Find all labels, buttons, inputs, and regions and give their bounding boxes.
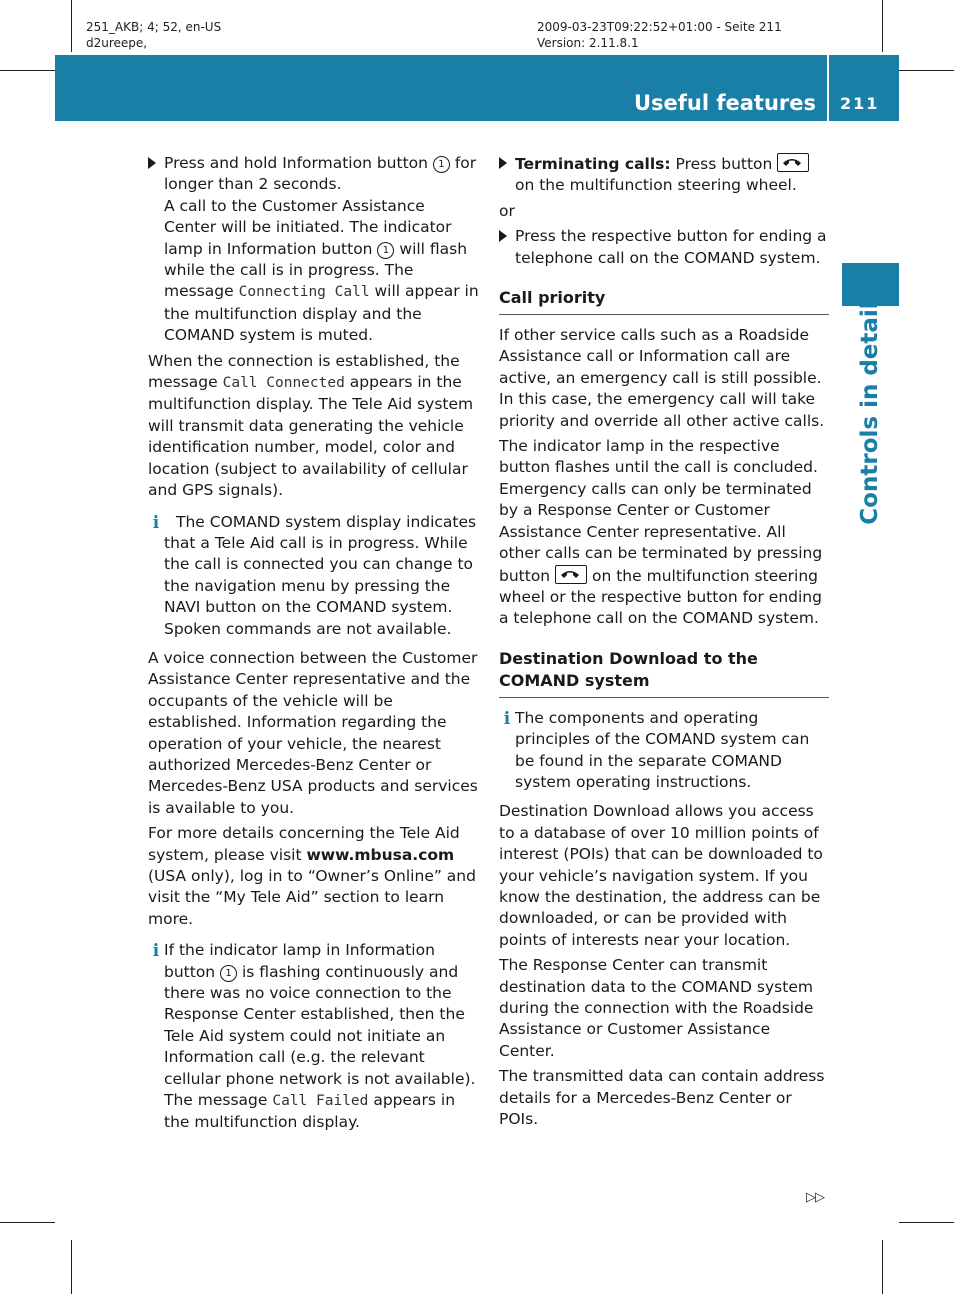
hang-up-button-icon [777,153,809,172]
print-meta-right: 2009-03-23T09:22:52+01:00 - Seite 211 Version: 2.11.8.1 [537,20,782,50]
hang-up-button-icon [555,565,587,584]
display-message: Call Connected [222,375,345,392]
instruction-step: Terminating calls: Press button on the multifunction steering wheel. [499,153,829,197]
paragraph: Destination Download allows you access to a database of over 10 million points of interest (POIs) that can be downloaded to your vehicle’s navigation system. If you know the destination, the address can be downloaded, or can be provided with points of interests near your location. [499,802,823,949]
crop-mark [0,1222,55,1223]
continue-marker-icon: ▷▷ [806,1190,824,1205]
paragraph: For more details concerning the Tele Aid system, please visit www.mbusa.com (USA only), log in to “Owner’s Online” and visit the “My Tele Aid” section to learn more. [148,824,476,928]
display-message: Connecting Call [238,284,370,301]
side-tab [842,263,899,306]
info-note: i The components and operating principles of the COMAND system can be found in the separate COMAND system operating instructions. [499,708,829,794]
page-number: 211 [840,94,880,113]
right-column [499,153,829,1134]
crop-mark [71,1240,72,1294]
section-heading: Call priority [499,287,829,315]
section-heading: Destination Download to the COMAND system [499,648,829,698]
crop-mark [899,70,954,71]
crop-mark [882,0,883,52]
info-icon: i [152,512,160,533]
info-icon: i [503,708,511,729]
instruction-step: Press the respective button for ending a telephone call on the COMAND system. [499,226,829,269]
crop-mark [899,1222,954,1223]
paragraph: A voice connection between the Customer Assistance Center representative and the occupants of the vehicle will be established. Information regarding the operation of your vehicle, the nearest authorized Mercedes-Benz Center or Mercedes-Benz USA products and services is available to you. [148,648,478,817]
crop-mark [882,1240,883,1294]
step-arrow-icon [499,157,507,169]
crop-mark [71,0,72,52]
paragraph: The transmitted data can contain address details for a Mercedes-Benz Center or POIs. [499,1067,825,1129]
info-note: i The COMAND system display indicates that a Tele Aid call is in progress. While the call is connected you can change to the navigation menu by pressing the NAVI button on the COMAND system. Spoken commands are not available. [148,512,479,640]
left-column [148,153,479,1142]
paragraph: The Response Center can transmit destination data to the COMAND system during the connection with the Roadside Assistance or Customer Assistance Center. [499,956,814,1060]
callout-number-icon: 1 [220,965,237,982]
info-icon: i [152,941,160,962]
side-tab-label: Controls in detail [857,301,883,525]
paragraph: The indicator lamp in the respective button flashes until the call is concluded. Emergency calls can only be terminated by a Response Center or Customer Assistance Center representative. All other calls can be terminated by pressing button on the multifunction steering wheel or the respective button for ending a telephone call on the COMAND system. [499,437,823,628]
section-title: Useful features [633,91,816,115]
step-arrow-icon [499,230,507,242]
step-arrow-icon [148,157,156,169]
paragraph: or [499,201,515,220]
header-divider [827,55,829,121]
print-meta-left: 251_AKB; 4; 52, en-US d2ureepe, [86,20,222,50]
paragraph: If other service calls such as a Roadside Assistance call or Information call are active, an emergency call is still possible. In this case, the emergency call will take priority and override all other active calls. [499,326,825,430]
crop-mark [0,70,55,71]
paragraph: When the connection is established, the message Call Connected appears in the multifunction display. The Tele Aid system will transmit data generating the vehicle identification number, model, color and location (subject to availability of cellular and GPS signals). [148,351,474,500]
display-message: Call Failed [272,1093,369,1110]
info-note: i If the indicator lamp in Information button 1 is flashing continuously and there was no voice connection to the Response Center established, then the Tele Aid system could not initiate an Information call (e.g. the relevant cellular phone network is not available). The message Call Failed appears in the multifunction display. [148,940,479,1134]
website-link: www.mbusa.com [306,845,455,864]
callout-number-icon: 1 [433,156,450,173]
callout-number-icon: 1 [377,242,394,259]
instruction-step: Press and hold Information button 1 for longer than 2 seconds. A call to the Customer Assistance Center will be initiated. The indicator lamp in Information button 1 will flash while the call is in progress. The message Connecting Call will appear in the multifunction display and the COMAND system is muted. [148,153,479,347]
